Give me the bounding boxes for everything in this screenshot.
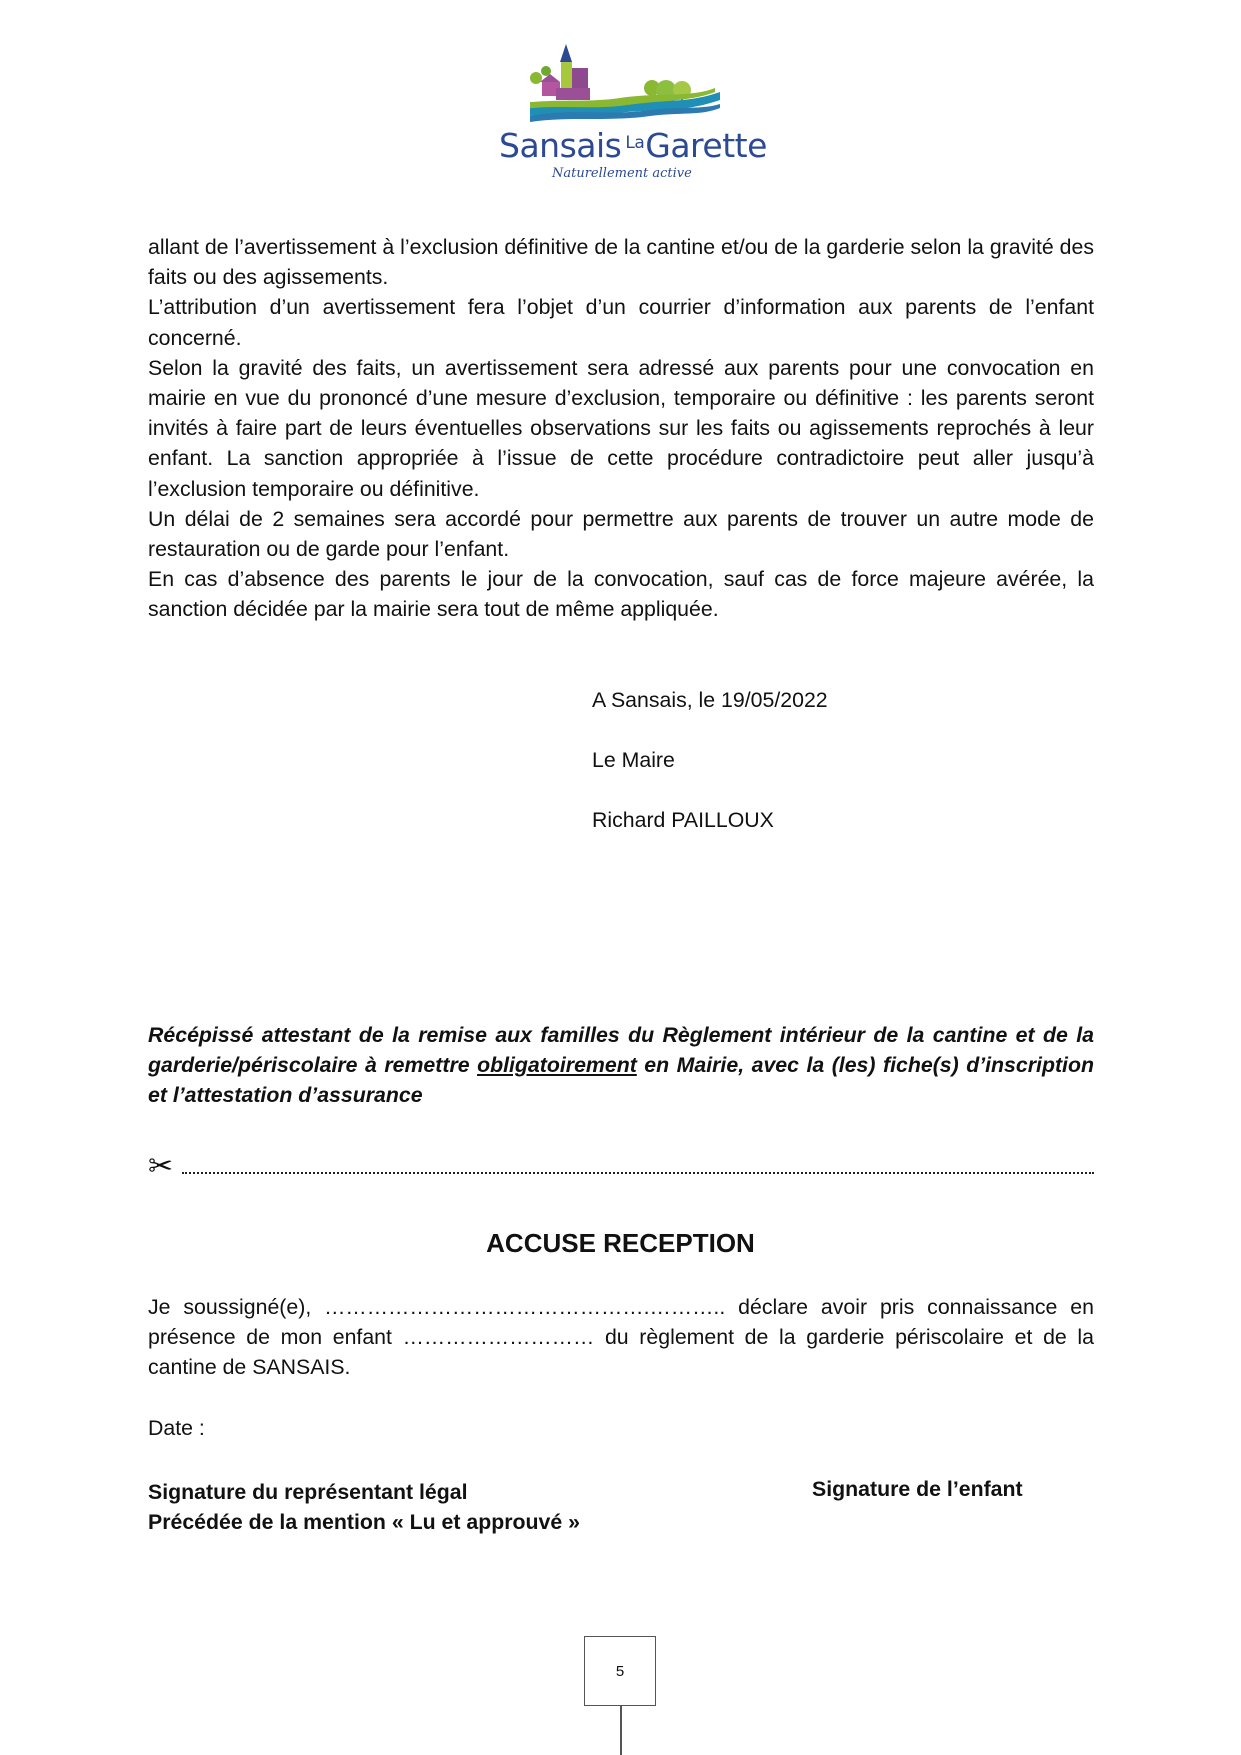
date-label: Date : bbox=[148, 1416, 205, 1440]
logo-name: Sansais $^{La}$Garette bbox=[499, 126, 767, 165]
paragraph: Un délai de 2 semaines sera accordé pour permettre aux parents de trouver un autre mode de restauration ou de garde pour l’enfant. bbox=[148, 506, 1094, 562]
scissors-icon: ✂ bbox=[148, 1149, 174, 1184]
cut-line bbox=[148, 1150, 1094, 1186]
child-signature: Signature de l’enfant bbox=[812, 1477, 1023, 1501]
mayor-role: Le Maire bbox=[592, 748, 675, 772]
sig-legal-title: Signature du représentant légal bbox=[148, 1480, 468, 1504]
legal-representative-signature bbox=[148, 1477, 580, 1537]
paragraph: L’attribution d’un avertissement fera l’objet d’un courrier d’information aux parents de l’enfant concerné. bbox=[148, 295, 1094, 350]
municipality-logo bbox=[490, 44, 767, 194]
sig-legal-mention: Précédée de la mention « Lu et approuvé » bbox=[148, 1510, 580, 1535]
regulation-text bbox=[148, 232, 1094, 625]
logo-tagline: Naturellement active bbox=[552, 166, 692, 181]
mayor-name: Richard PAILLOUX bbox=[592, 808, 774, 832]
page-number-box bbox=[584, 1636, 656, 1706]
declaration-text: Je soussigné(e), ……………………………………….……….. déclare avoir pris connaissance en présence de mon enfant ……………………… du règlement de la garderie périscolaire et de la cantine de SANSAIS. bbox=[148, 1295, 1094, 1380]
paragraph: En cas d’absence des parents le jour de la convocation, sauf cas de force majeure avérée, la sanction décidée par la mairie sera tout de même appliquée. bbox=[148, 567, 1094, 622]
page-number: 5 bbox=[615, 1662, 625, 1680]
receipt-note: Récépissé attestant de la remise aux familles du Règlement intérieur de la cantine et de la garderie/périscolaire à remettre obligatoirement en Mairie, avec la (les) fiche(s) d’inscription et l’attestation d’assurance bbox=[148, 1023, 1094, 1108]
dotted-cut-guide bbox=[182, 1172, 1094, 1174]
village-landscape-icon bbox=[530, 44, 720, 124]
paragraph: allant de l’avertissement à l’exclusion définitive de la cantine et/ou de la garderie selon la gravité des faits ou des agissements. bbox=[148, 235, 1094, 290]
paragraph: Selon la gravité des faits, un avertissement sera adressé aux parents pour une convocation en mairie en vue du prononcé d’une mesure d’exclusion, temporaire ou définitive : les parents seront invités à faire part de leurs éventuelles observations sur les faits ou agissements reprochés à leur enfant. La sanction appropriée à l’issue de cette procédure contradictoire peut aller jusqu’à l’exclusion temporaire ou définitive. bbox=[148, 355, 1094, 501]
emphasis-obligatoirement: obligatoirement bbox=[477, 1053, 637, 1078]
receipt-declaration bbox=[148, 1292, 1094, 1383]
place-date: A Sansais, le 19/05/2022 bbox=[592, 688, 828, 712]
page-number-stem bbox=[620, 1706, 622, 1755]
receipt-title: ACCUSE RECEPTION bbox=[486, 1228, 755, 1258]
